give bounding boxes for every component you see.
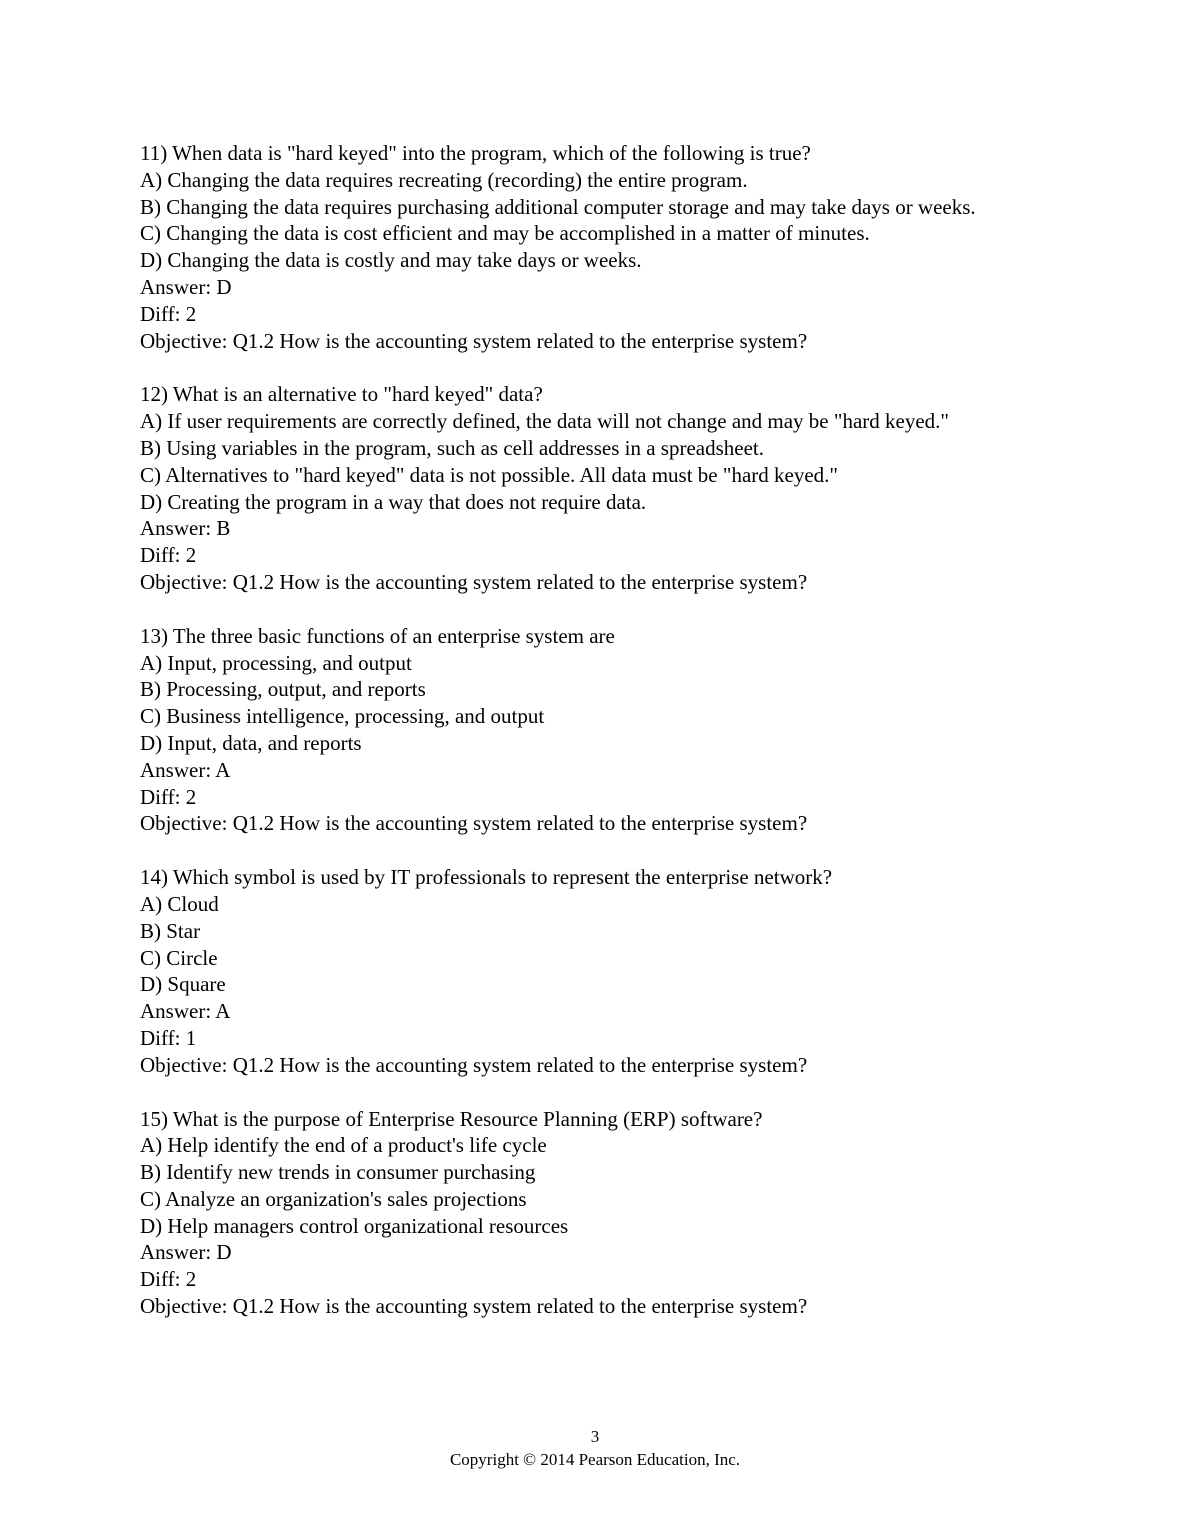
answer-option: C) Alternatives to "hard keyed" data is not possible. All data must be "hard keyed." (140, 462, 838, 487)
difficulty: Diff: 2 (140, 301, 197, 326)
answer-option: B) Changing the data requires purchasing additional computer storage and may take days or weeks. (140, 194, 976, 219)
answer-option: C) Changing the data is cost efficient and may be accomplished in a matter of minutes. (140, 221, 870, 246)
question-block (140, 140, 1060, 354)
objective: Objective: Q1.2 How is the accounting system related to the enterprise system? (140, 1294, 808, 1319)
answer-option: A) If user requirements are correctly defined, the data will not change and may be "hard keyed." (140, 409, 949, 434)
answer-option: A) Input, processing, and output (140, 650, 412, 675)
answer-key: Answer: D (140, 274, 232, 299)
objective: Objective: Q1.2 How is the accounting system related to the enterprise system? (140, 328, 808, 353)
answer-key: Answer: D (140, 1240, 232, 1265)
answer-option: C) Business intelligence, processing, and output (140, 704, 545, 729)
answer-option: C) Analyze an organization's sales projections (140, 1186, 527, 1211)
question-block (140, 864, 1060, 1078)
question-stem: 13) The three basic functions of an enterprise system are (140, 623, 615, 648)
objective: Objective: Q1.2 How is the accounting system related to the enterprise system? (140, 569, 808, 594)
answer-option: B) Using variables in the program, such as cell addresses in a spreadsheet. (140, 435, 764, 460)
answer-option: C) Circle (140, 945, 218, 970)
answer-option: A) Cloud (140, 891, 219, 916)
copyright-notice: Copyright © 2014 Pearson Education, Inc. (449, 1450, 741, 1469)
answer-option: D) Input, data, and reports (140, 730, 362, 755)
difficulty: Diff: 2 (140, 1267, 197, 1292)
difficulty: Diff: 2 (140, 784, 197, 809)
answer-option: B) Identify new trends in consumer purchasing (140, 1160, 536, 1185)
objective: Objective: Q1.2 How is the accounting system related to the enterprise system? (140, 1052, 808, 1077)
question-stem: 15) What is the purpose of Enterprise Resource Planning (ERP) software? (140, 1106, 763, 1131)
question-stem: 11) When data is "hard keyed" into the program, which of the following is true? (140, 141, 811, 165)
answer-key: Answer: B (140, 516, 231, 541)
answer-option: D) Square (140, 972, 226, 997)
objective: Objective: Q1.2 How is the accounting system related to the enterprise system? (140, 811, 808, 836)
page-number: 3 (590, 1427, 600, 1446)
answer-key: Answer: A (140, 757, 231, 782)
question-stem: 14) Which symbol is used by IT professionals to represent the enterprise network? (140, 865, 833, 890)
answer-option: B) Processing, output, and reports (140, 677, 426, 702)
answer-option: B) Star (140, 918, 201, 943)
question-block (140, 381, 1060, 595)
question-list (140, 140, 1060, 1347)
answer-option: D) Creating the program in a way that does not require data. (140, 489, 647, 514)
answer-option: D) Changing the data is costly and may take days or weeks. (140, 248, 642, 273)
question-block (140, 1106, 1060, 1320)
difficulty: Diff: 1 (140, 1025, 197, 1050)
answer-key: Answer: A (140, 999, 231, 1024)
difficulty: Diff: 2 (140, 543, 197, 568)
question-block (140, 623, 1060, 837)
answer-option: A) Changing the data requires recreating (recording) the entire program. (140, 167, 748, 192)
answer-option: D) Help managers control organizational resources (140, 1213, 569, 1238)
question-stem: 12) What is an alternative to "hard keyed" data? (140, 382, 543, 407)
answer-option: A) Help identify the end of a product's life cycle (140, 1133, 547, 1158)
